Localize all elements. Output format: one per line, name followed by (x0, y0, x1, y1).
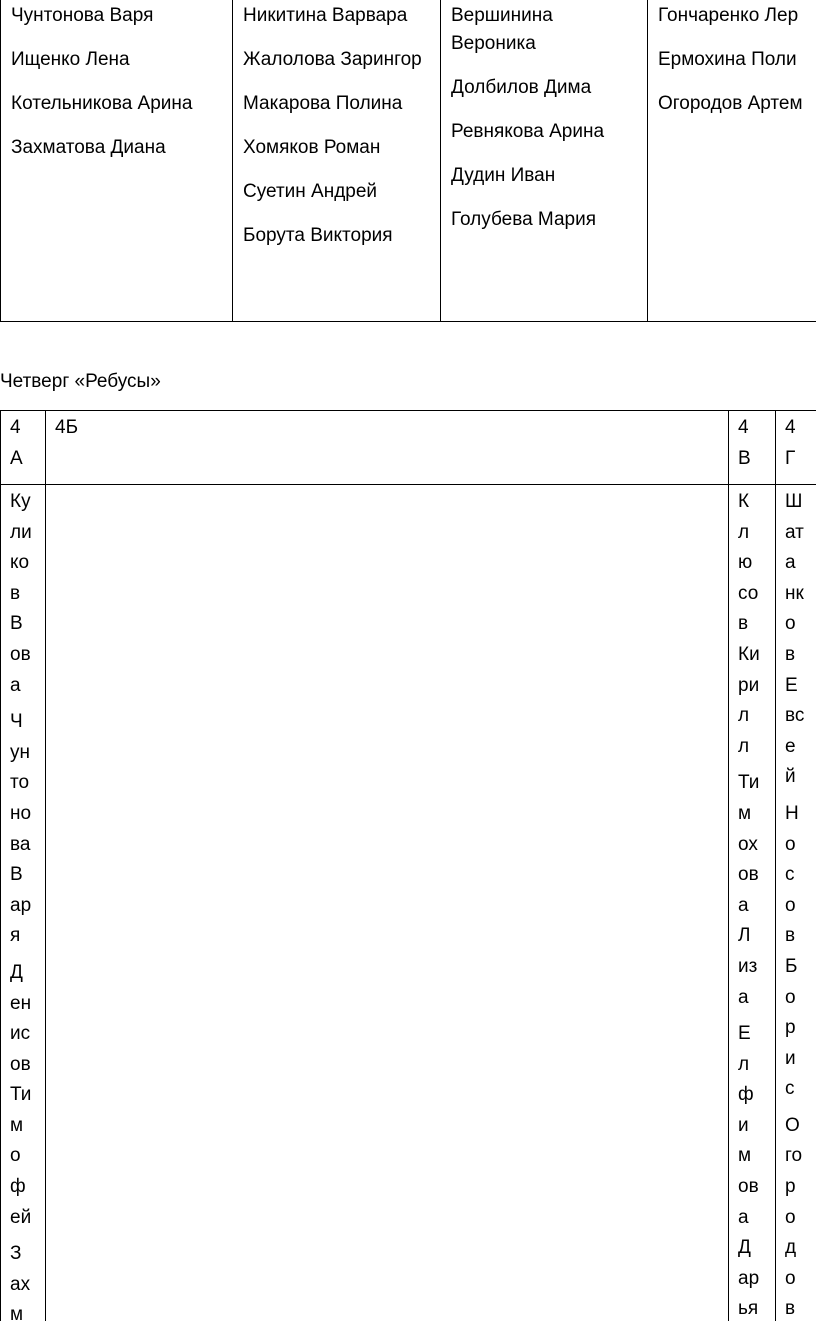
student-name (785, 487, 816, 793)
name-fragment: ли (10, 521, 32, 543)
name-fragment: ов (10, 1053, 31, 1075)
name-fragment: в (10, 582, 21, 604)
name-fragment: О (785, 1114, 800, 1136)
group-column-3 (441, 0, 648, 322)
name-fragment: ф (738, 1084, 754, 1106)
name-fragment: Ш (785, 491, 803, 512)
name-fragment: ей (10, 1206, 32, 1228)
name-fragment: а (785, 552, 796, 574)
name-fragment: го (785, 1145, 803, 1167)
student-name: Чунтонова Варя (11, 5, 154, 26)
header-4b (55, 413, 655, 444)
name-fragment: с (785, 864, 795, 886)
name-fragment: Д (738, 1237, 751, 1259)
student-name: Захматова Диана (11, 137, 166, 158)
name-fragment: со (738, 582, 759, 604)
header-text: Г (785, 447, 796, 469)
student-name (10, 707, 42, 952)
names-4a (10, 487, 42, 1321)
student-name (738, 1019, 770, 1321)
student-name: Котельникова Арина (11, 93, 193, 114)
name-fragment: д (785, 1237, 797, 1259)
table-border (0, 410, 816, 411)
name-fragment: ов (10, 643, 31, 665)
name-fragment: Ки (738, 643, 760, 665)
student-name (10, 1239, 42, 1321)
name-fragment: в (738, 613, 749, 635)
name-fragment: о (10, 1145, 21, 1167)
name-fragment: З (10, 1243, 22, 1265)
student-name: Борута Виктория (243, 225, 393, 246)
name-fragment: й (785, 766, 796, 788)
name-fragment: ар (738, 1267, 760, 1289)
name-fragment: Е (738, 1023, 751, 1045)
header-4a (10, 413, 42, 474)
student-name: Огородов Артем (658, 93, 803, 114)
section-heading: Четверг «Ребусы» (0, 371, 161, 392)
name-fragment: Н (785, 802, 799, 824)
header-text: 4 (738, 417, 749, 438)
name-fragment: ис (10, 1023, 31, 1045)
student-name (10, 958, 42, 1233)
header-text: 4 (785, 417, 796, 438)
name-fragment: л (738, 1053, 750, 1075)
names-4g (785, 487, 816, 1321)
student-name: Ревнякова Арина (451, 121, 605, 142)
name-fragment: в (785, 925, 796, 947)
student-name: Ермохина Поли (658, 49, 797, 70)
name-fragment: в (785, 1298, 796, 1320)
name-fragment: Ку (10, 491, 31, 512)
group-column-2 (233, 0, 441, 322)
name-fragment: м (10, 1304, 24, 1321)
name-fragment: ен (10, 992, 32, 1014)
name-fragment: а (10, 674, 21, 696)
name-fragment: ья (738, 1298, 759, 1320)
name-fragment: л (738, 735, 750, 757)
header-text: 4 (10, 417, 21, 438)
name-fragment: о (785, 1206, 796, 1228)
name-fragment: р (785, 1176, 796, 1198)
name-fragment: В (10, 864, 23, 886)
name-fragment: Ти (10, 1084, 32, 1106)
name-fragment: К (738, 491, 750, 512)
table-border (775, 410, 776, 1321)
student-name: Гончаренко Лер (658, 5, 799, 26)
student-name: Ищенко Лена (11, 49, 130, 70)
group-column-1 (0, 0, 233, 322)
table-border (0, 484, 816, 485)
name-fragment: л (738, 521, 750, 543)
name-fragment: о (785, 894, 796, 916)
name-fragment: ах (10, 1273, 31, 1295)
name-fragment: и (785, 1047, 796, 1069)
student-name: Макарова Полина (243, 93, 403, 114)
name-fragment: Л (738, 925, 751, 947)
student-name (10, 487, 42, 701)
student-name (785, 799, 816, 1105)
group-column-4 (648, 0, 816, 322)
student-name: Никитина Варвара (243, 5, 408, 26)
name-fragment: и (738, 1114, 749, 1136)
names-4v (738, 487, 770, 1321)
name-fragment: Б (785, 955, 798, 977)
name-fragment: ар (10, 894, 32, 916)
name-fragment: Д (10, 961, 23, 983)
class-table (0, 410, 816, 1321)
table-border (45, 410, 46, 1321)
name-fragment: из (738, 955, 758, 977)
name-fragment: с (785, 1078, 795, 1100)
name-fragment: Ч (10, 711, 23, 733)
student-name (738, 487, 770, 762)
header-4v (738, 413, 770, 474)
name-fragment: то (10, 772, 30, 794)
name-fragment: а (738, 1206, 749, 1228)
student-name: Вершинина Вероника (451, 5, 553, 54)
name-fragment: м (738, 802, 752, 824)
name-fragment: о (785, 1267, 796, 1289)
name-fragment: но (10, 802, 32, 824)
header-text: В (738, 447, 751, 469)
name-fragment: м (10, 1114, 24, 1136)
name-fragment: Е (785, 674, 798, 696)
name-fragment: вс (785, 705, 805, 727)
name-fragment: о (785, 833, 796, 855)
name-fragment: Ти (738, 772, 760, 794)
name-fragment: ю (738, 552, 753, 574)
name-fragment: а (738, 894, 749, 916)
name-fragment: ф (10, 1176, 26, 1198)
name-fragment: р (785, 1017, 796, 1039)
student-name: Суетин Андрей (243, 181, 378, 202)
name-fragment: о (785, 613, 796, 635)
name-fragment: ун (10, 741, 30, 763)
name-fragment: ов (738, 864, 759, 886)
name-fragment: ри (738, 674, 760, 696)
header-text: 4Б (55, 417, 79, 438)
name-fragment: м (738, 1145, 752, 1167)
student-name: Жалолова Зарингор (243, 49, 422, 70)
student-name: Голубева Мария (451, 209, 597, 230)
name-fragment: ат (785, 521, 804, 543)
table-border (728, 410, 729, 1321)
header-text: А (10, 447, 23, 469)
name-fragment: л (738, 705, 750, 727)
table-border (0, 410, 1, 1321)
student-name: Долбилов Дима (451, 77, 592, 98)
student-name: Хомяков Роман (243, 137, 381, 158)
name-fragment: ов (738, 1176, 759, 1198)
student-name: Дудин Иван (451, 165, 556, 186)
name-fragment: о (785, 986, 796, 1008)
name-fragment: В (10, 613, 23, 635)
student-name (785, 1111, 816, 1321)
name-fragment: ко (10, 552, 30, 574)
header-4g (785, 413, 816, 474)
name-fragment: я (10, 925, 21, 947)
name-fragment: ох (738, 833, 758, 855)
name-fragment: в (785, 643, 796, 665)
name-fragment: а (738, 986, 749, 1008)
student-name (738, 768, 770, 1013)
name-fragment: е (785, 735, 796, 757)
name-fragment: ва (10, 833, 31, 855)
name-fragment: нк (785, 582, 804, 604)
groups-table (0, 0, 816, 322)
